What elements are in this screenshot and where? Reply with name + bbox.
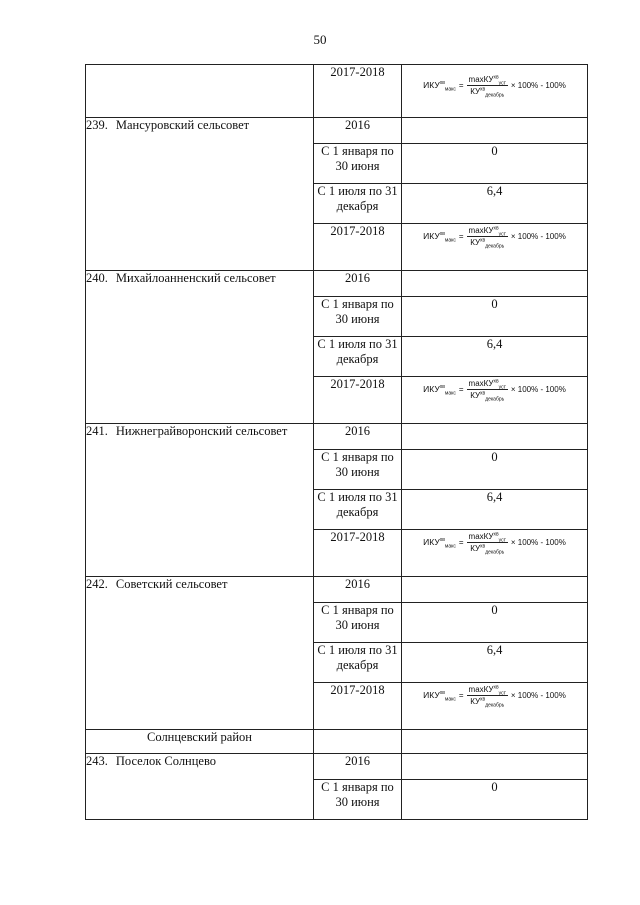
formula-equals: = — [458, 385, 464, 394]
formula-cell — [402, 377, 588, 424]
formula-lhs: $ИКУ^{хв}_{макс}$ — [423, 690, 456, 703]
formula-lhs: $ИКУ^{хв}_{макс}$ — [423, 80, 456, 93]
value-cell: 6,4 — [402, 490, 588, 530]
entity-name: Нижнеграйворонский сельсовет — [115, 424, 288, 438]
formula-tail: × 100% - 100% — [510, 538, 566, 547]
year-cell: 2016 — [314, 754, 402, 780]
entry-number: 240. — [86, 271, 108, 285]
entity-name-cell — [86, 754, 314, 820]
value-cell: 0 — [402, 603, 588, 643]
entity-name: Поселок Солнцево — [115, 754, 217, 768]
formula-tail: × 100% - 100% — [510, 691, 566, 700]
period-cell: 2017-2018 — [314, 224, 402, 271]
table-row — [86, 424, 588, 450]
table-row — [86, 577, 588, 603]
formula-equals: = — [458, 81, 464, 90]
entity-name-cell — [86, 271, 314, 424]
formula — [402, 224, 587, 250]
formula-tail: × 100% - 100% — [510, 232, 566, 241]
year-cell: 2016 — [314, 271, 402, 297]
formula-cell — [402, 65, 588, 118]
period-cell: С 1 января по 30 июня — [314, 780, 402, 820]
table-row — [86, 271, 588, 297]
period-cell: 2017-2018 — [314, 683, 402, 730]
formula-equals: = — [458, 538, 464, 547]
period-cell: С 1 июля по 31 декабря — [314, 337, 402, 377]
period-cell: С 1 января по 30 июня — [314, 144, 402, 184]
period-cell: С 1 января по 30 июня — [314, 297, 402, 337]
entity-name: Михайлоанненский сельсовет — [115, 271, 276, 285]
empty-value-cell — [402, 754, 588, 780]
empty-cell — [402, 730, 588, 754]
page-number: 50 — [313, 32, 327, 47]
entity-name: Советский сельсовет — [115, 577, 228, 591]
formula-fraction: $\frac{\max КУ^{хв}_{уст}}{КУ^{хв}_{декабрь}}$ — [468, 74, 506, 99]
formula — [402, 65, 587, 99]
formula-tail: × 100% - 100% — [510, 385, 566, 394]
formula-cell — [402, 224, 588, 271]
formula-lhs: $ИКУ^{хв}_{макс}$ — [423, 384, 456, 397]
entity-name-cell — [86, 118, 314, 271]
formula-fraction: $\frac{\max КУ^{хв}_{уст}}{КУ^{хв}_{декабрь}}$ — [468, 684, 506, 709]
formula-fraction: $\frac{\max КУ^{хв}_{уст}}{КУ^{хв}_{декабрь}}$ — [468, 378, 506, 403]
empty-value-cell — [402, 118, 588, 144]
district-heading: Солнцевский район — [86, 730, 314, 754]
table-row — [86, 730, 588, 754]
entry-number: 239. — [86, 118, 108, 132]
entry-number: 243. — [86, 754, 108, 768]
formula — [402, 530, 587, 556]
year-cell: 2016 — [314, 118, 402, 144]
year-cell: 2016 — [314, 577, 402, 603]
period-cell: 2017-2018 — [314, 377, 402, 424]
value-cell: 6,4 — [402, 337, 588, 377]
value-cell: 0 — [402, 297, 588, 337]
value-cell: 6,4 — [402, 643, 588, 683]
entity-name: Мансуровский сельсовет — [115, 118, 250, 132]
formula-fraction: $\frac{\max КУ^{хв}_{уст}}{КУ^{хв}_{декабрь}}$ — [468, 531, 506, 556]
year-cell: 2016 — [314, 424, 402, 450]
formula-equals: = — [458, 691, 464, 700]
formula-lhs: $ИКУ^{хв}_{макс}$ — [423, 537, 456, 550]
value-cell: 0 — [402, 144, 588, 184]
name-cell — [86, 65, 314, 118]
table-row — [86, 65, 588, 118]
entry-number: 241. — [86, 424, 108, 438]
formula-fraction: $\frac{\max КУ^{хв}_{уст}}{КУ^{хв}_{декабрь}}$ — [468, 225, 506, 250]
entity-name-cell — [86, 424, 314, 577]
value-cell: 6,4 — [402, 184, 588, 224]
table-row — [86, 118, 588, 144]
empty-cell — [314, 730, 402, 754]
period-cell: 2017-2018 — [314, 530, 402, 577]
empty-value-cell — [402, 271, 588, 297]
value-cell: 0 — [402, 450, 588, 490]
period-cell: С 1 января по 30 июня — [314, 603, 402, 643]
formula — [402, 377, 587, 403]
period-cell: 2017-2018 — [314, 65, 402, 118]
tariff-table — [85, 64, 588, 820]
entity-name-cell — [86, 577, 314, 730]
formula-lhs: $ИКУ^{хв}_{макс}$ — [423, 231, 456, 244]
formula-equals: = — [458, 232, 464, 241]
empty-value-cell — [402, 424, 588, 450]
formula-cell — [402, 530, 588, 577]
formula-cell — [402, 683, 588, 730]
formula-tail: × 100% - 100% — [510, 81, 566, 90]
table-row — [86, 754, 588, 780]
period-cell: С 1 июля по 31 декабря — [314, 184, 402, 224]
formula — [402, 683, 587, 709]
entry-number: 242. — [86, 577, 108, 591]
period-cell: С 1 июля по 31 декабря — [314, 490, 402, 530]
period-cell: С 1 июля по 31 декабря — [314, 643, 402, 683]
empty-value-cell — [402, 577, 588, 603]
period-cell: С 1 января по 30 июня — [314, 450, 402, 490]
value-cell: 0 — [402, 780, 588, 820]
